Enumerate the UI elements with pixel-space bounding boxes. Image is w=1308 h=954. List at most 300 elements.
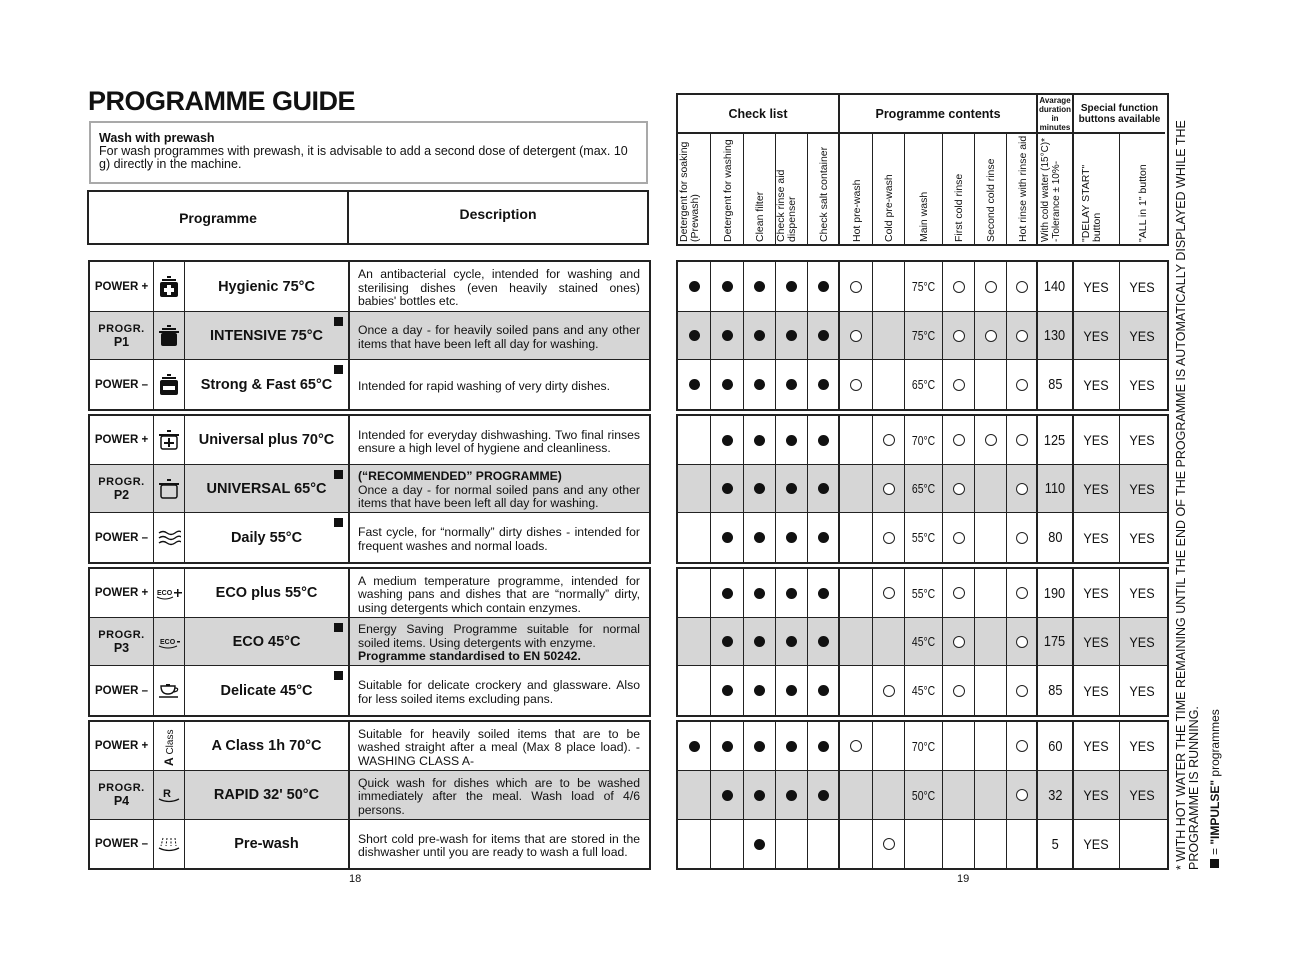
column-header xyxy=(744,134,776,246)
key-label: PROGR. xyxy=(98,628,145,641)
delay-start-value: YES xyxy=(1083,327,1110,344)
contents-cell xyxy=(1120,513,1165,562)
programme-name xyxy=(185,465,350,512)
empty-circle-icon xyxy=(953,379,965,391)
duration-value: 5 xyxy=(1051,835,1059,853)
programme-row xyxy=(90,666,649,715)
contents-cell xyxy=(905,513,943,562)
empty-circle-icon xyxy=(985,434,997,446)
empty-circle-icon xyxy=(953,330,965,342)
impulse-square-icon xyxy=(334,470,343,479)
contents-row xyxy=(678,513,1167,562)
duration-value: 175 xyxy=(1044,633,1066,650)
pot-outline-plus-icon xyxy=(154,416,185,464)
programme-name xyxy=(185,722,350,770)
delay-start-value: YES xyxy=(1083,480,1110,497)
programme-name xyxy=(185,820,350,868)
impulse-legend xyxy=(1208,709,1222,868)
contents-cell xyxy=(776,312,808,359)
legend-eq: = xyxy=(1208,847,1222,855)
contents-cell xyxy=(1074,360,1120,409)
contents-cell xyxy=(1074,262,1120,311)
programme-name xyxy=(185,569,350,617)
contents-cell xyxy=(776,513,808,562)
contents-cell xyxy=(744,312,776,359)
description-column-header: Description xyxy=(459,205,537,222)
svg-text:ECO: ECO xyxy=(160,638,176,646)
main-wash-temp: 50°C xyxy=(911,787,936,803)
programme-key xyxy=(90,771,154,819)
contents-cell xyxy=(776,465,808,512)
filled-dot-icon xyxy=(754,685,765,696)
programme-key xyxy=(90,262,154,311)
column-header xyxy=(808,134,840,246)
programme-group xyxy=(88,260,651,411)
contents-cell xyxy=(711,771,744,819)
duration-value: 110 xyxy=(1044,480,1066,497)
main-wash-temp: 55°C xyxy=(911,530,936,545)
programme-key xyxy=(90,618,154,665)
contents-cell xyxy=(873,360,905,409)
programme-description xyxy=(350,416,649,464)
contents-cell xyxy=(744,722,776,770)
filled-dot-icon xyxy=(722,741,733,752)
programme-group xyxy=(88,414,651,564)
svg-text:A Class: A Class xyxy=(162,729,176,766)
empty-circle-icon xyxy=(953,434,965,446)
contents-cell xyxy=(1074,820,1120,868)
contents-cell xyxy=(678,666,711,715)
programme-key xyxy=(90,360,154,409)
contents-cell xyxy=(744,513,776,562)
contents-cell xyxy=(1007,618,1038,665)
filled-dot-icon xyxy=(818,379,829,390)
programme-description xyxy=(350,666,649,715)
contents-cell xyxy=(873,513,905,562)
filled-dot-icon xyxy=(786,379,797,390)
duration-value: 85 xyxy=(1047,682,1063,699)
column-header xyxy=(905,134,943,246)
filled-dot-icon xyxy=(689,379,700,390)
prewash-heading: Wash with prewash xyxy=(99,131,215,145)
a-class-icon xyxy=(154,722,185,770)
contents-row xyxy=(678,771,1167,820)
contents-cell xyxy=(711,820,744,868)
contents-cell xyxy=(905,771,943,819)
programme-group xyxy=(88,720,651,870)
programme-row xyxy=(90,262,649,312)
filled-dot-icon xyxy=(786,281,797,292)
filled-dot-icon xyxy=(689,330,700,341)
contents-cell xyxy=(776,569,808,617)
description-bold: Programme standardised to EN 50242. xyxy=(358,649,581,664)
contents-cell xyxy=(975,465,1007,512)
key-label: POWER – xyxy=(94,531,149,544)
programme-description xyxy=(350,722,649,770)
contents-cell xyxy=(1007,360,1038,409)
column-header xyxy=(711,134,744,246)
contents-cell xyxy=(975,262,1007,311)
filled-dot-icon xyxy=(754,330,765,341)
impulse-square-icon xyxy=(334,317,343,326)
contents-cell xyxy=(905,416,943,464)
programme-group xyxy=(88,567,651,717)
programme-key xyxy=(90,820,154,868)
contents-cell xyxy=(840,416,873,464)
duration-value: 32 xyxy=(1047,786,1063,804)
programme-name xyxy=(185,360,350,409)
all-in-one-value: YES xyxy=(1129,787,1156,803)
duration-value: 60 xyxy=(1047,737,1063,755)
impulse-square-icon xyxy=(334,518,343,527)
column-header-text: "DELAY START" button xyxy=(1080,164,1103,242)
contents-group xyxy=(676,414,1169,564)
contents-cell xyxy=(1007,416,1038,464)
column-header-text: Check rinse aid dispenser xyxy=(775,169,798,242)
contents-cell xyxy=(1038,666,1074,715)
pot-full-icon xyxy=(154,312,185,359)
contents-row xyxy=(678,416,1167,465)
contents-cell xyxy=(744,820,776,868)
contents-cell xyxy=(776,771,808,819)
waves-icon xyxy=(154,513,185,562)
description-text: Intended for rapid washing of very dirty dishes. xyxy=(358,378,611,393)
column-header-text: Detergent for washing xyxy=(721,139,734,242)
contents-cell xyxy=(711,618,744,665)
contents-cell xyxy=(808,618,840,665)
contents-cell xyxy=(1038,262,1074,311)
programme-description xyxy=(350,465,649,512)
contents-cell xyxy=(776,722,808,770)
contents-cell xyxy=(1120,569,1165,617)
description-text: Fast cycle, for “normally” dirty dishes - intended for frequent washes and normal loads. xyxy=(358,525,640,553)
programme-name xyxy=(185,771,350,819)
empty-circle-icon xyxy=(1016,636,1028,648)
description-text: Suitable for heavily soiled items that are to be washed straight after a meal (Max 8 place load). - WASHING CLASS A- xyxy=(358,726,640,768)
programme-name xyxy=(185,618,350,665)
contents-cell xyxy=(1120,262,1165,311)
contents-cell xyxy=(808,262,840,311)
contents-cell xyxy=(1038,771,1074,819)
programme-name-text: Universal plus 70°C xyxy=(198,432,335,448)
column-header-text: Clean filter xyxy=(754,191,766,242)
column-header xyxy=(1007,134,1038,246)
contents-cell xyxy=(873,262,905,311)
filled-dot-icon xyxy=(786,483,797,494)
filled-dot-icon xyxy=(722,685,733,696)
empty-circle-icon xyxy=(1016,789,1028,801)
contents-cell xyxy=(1074,465,1120,512)
duration-value: 190 xyxy=(1044,584,1066,602)
column-header-text: Check salt container xyxy=(818,146,830,242)
description-text: Intended for everyday dishwashing. Two final rinses ensure a high level of hygiene and cleanliness. xyxy=(358,427,640,455)
programme-column-header: Programme xyxy=(89,192,349,243)
contents-cell xyxy=(943,465,975,512)
contents-cell xyxy=(1038,416,1074,464)
contents-cell xyxy=(776,820,808,868)
programme-row xyxy=(90,312,649,360)
programme-row xyxy=(90,513,649,562)
all-in-one-value: YES xyxy=(1129,480,1156,497)
contents-cell xyxy=(776,360,808,409)
contents-cell xyxy=(1007,569,1038,617)
all-in-one-value: YES xyxy=(1129,278,1156,295)
key-label: POWER – xyxy=(94,684,149,697)
contents-cell xyxy=(1074,416,1120,464)
programme-contents-header: Programme contents xyxy=(840,95,1038,134)
duration-value: 125 xyxy=(1044,431,1066,449)
column-header xyxy=(975,134,1007,246)
contents-cell xyxy=(975,569,1007,617)
delay-start-value: YES xyxy=(1083,376,1110,393)
duration-value: 140 xyxy=(1044,278,1066,295)
contents-cell xyxy=(1120,722,1165,770)
svg-text:ECO: ECO xyxy=(157,590,173,597)
filled-dot-icon xyxy=(754,741,765,752)
programme-key xyxy=(90,569,154,617)
contents-cell xyxy=(1074,666,1120,715)
contents-cell xyxy=(1074,513,1120,562)
contents-cell xyxy=(776,666,808,715)
filled-dot-icon xyxy=(818,483,829,494)
filled-dot-icon xyxy=(754,435,765,446)
empty-circle-icon xyxy=(1016,532,1028,544)
delay-start-value: YES xyxy=(1083,278,1110,295)
contents-cell xyxy=(943,416,975,464)
contents-cell xyxy=(873,416,905,464)
contents-cell xyxy=(678,722,711,770)
contents-cell xyxy=(1120,618,1165,665)
empty-circle-icon xyxy=(1016,587,1028,599)
contents-cell xyxy=(975,416,1007,464)
contents-cell xyxy=(1038,513,1074,562)
empty-circle-icon xyxy=(953,483,965,495)
all-in-one-value: YES xyxy=(1129,633,1156,650)
key-program-number: P3 xyxy=(113,640,130,655)
key-label: PROGR. xyxy=(98,475,145,488)
empty-circle-icon xyxy=(953,636,965,648)
page-number-left: 18 xyxy=(349,873,362,885)
all-in-one-value: YES xyxy=(1129,585,1156,601)
key-label: POWER + xyxy=(94,587,149,599)
filled-dot-icon xyxy=(786,435,797,446)
filled-dot-icon xyxy=(754,790,765,801)
programme-name-text: ECO plus 55°C xyxy=(215,585,318,601)
description-text: Energy Saving Programme suitable for normal soiled items. Using detergents with enzyme. xyxy=(358,622,640,650)
contents-cell xyxy=(808,513,840,562)
contents-cell xyxy=(943,722,975,770)
programme-description xyxy=(350,569,649,617)
contents-cell xyxy=(1120,360,1165,409)
contents-cell xyxy=(1038,820,1074,868)
contents-cell xyxy=(975,666,1007,715)
contents-group xyxy=(676,720,1169,870)
contents-cell xyxy=(1007,820,1038,868)
contents-group xyxy=(676,567,1169,717)
filled-dot-icon xyxy=(754,588,765,599)
column-header-text: Cold pre-wash xyxy=(883,174,895,242)
programme-row xyxy=(90,618,649,666)
filled-dot-icon xyxy=(722,790,733,801)
filled-dot-icon xyxy=(722,379,733,390)
filled-dot-icon xyxy=(754,379,765,390)
contents-cell xyxy=(678,360,711,409)
key-label: PROGR. xyxy=(98,782,145,794)
description-text: Suitable for delicate crockery and glassware. Also for less soiled items excluding pans. xyxy=(358,678,640,706)
all-in-one-value: YES xyxy=(1129,529,1156,546)
filled-dot-icon xyxy=(754,532,765,543)
filled-dot-icon xyxy=(818,532,829,543)
contents-cell xyxy=(1120,771,1165,819)
programme-key xyxy=(90,722,154,770)
contents-cell xyxy=(905,666,943,715)
filled-dot-icon xyxy=(722,435,733,446)
main-wash-temp: 45°C xyxy=(911,634,936,649)
filled-dot-icon xyxy=(786,588,797,599)
contents-cell xyxy=(873,666,905,715)
all-in-one-value: YES xyxy=(1129,682,1156,699)
contents-cell xyxy=(873,569,905,617)
column-header xyxy=(943,134,975,246)
empty-circle-icon xyxy=(883,483,895,495)
key-program-number: P2 xyxy=(113,487,130,502)
column-header-text: Main wash xyxy=(918,191,930,242)
description-text: Once a day - for normal soiled pans and any other items that have been left all day for washing. xyxy=(358,482,640,511)
programme-row xyxy=(90,820,649,868)
contents-cell xyxy=(905,312,943,359)
column-header xyxy=(873,134,905,246)
contents-cell xyxy=(905,262,943,311)
programme-name xyxy=(185,666,350,715)
column-header xyxy=(776,134,808,246)
duration-header: Avarage duration in minutes xyxy=(1038,95,1074,134)
key-program-number: P4 xyxy=(113,794,130,808)
contents-cell xyxy=(840,262,873,311)
column-header-text: First cold rinse xyxy=(953,173,965,242)
filled-dot-icon xyxy=(818,281,829,292)
eco-icon xyxy=(154,618,185,665)
contents-cell xyxy=(1074,771,1120,819)
delay-start-value: YES xyxy=(1083,682,1110,699)
delay-start-value: YES xyxy=(1083,585,1110,601)
key-label: POWER + xyxy=(94,434,149,446)
contents-row xyxy=(678,569,1167,618)
prewash-note xyxy=(89,121,648,184)
contents-row xyxy=(678,666,1167,715)
contents-cell xyxy=(943,513,975,562)
duration-value: 80 xyxy=(1047,529,1063,546)
contents-cell xyxy=(1007,262,1038,311)
programme-row xyxy=(90,722,649,771)
contents-cell xyxy=(975,312,1007,359)
contents-cell xyxy=(808,416,840,464)
column-header-text: Hot rinse with rinse aid xyxy=(1016,135,1029,242)
contents-cell xyxy=(873,312,905,359)
contents-row xyxy=(678,360,1167,409)
filled-dot-icon xyxy=(786,790,797,801)
contents-cell xyxy=(1120,312,1165,359)
filled-dot-icon xyxy=(754,839,765,850)
filled-dot-icon xyxy=(689,741,700,752)
delay-start-value: YES xyxy=(1083,738,1110,754)
programme-name xyxy=(185,312,350,359)
programme-description xyxy=(350,820,649,868)
column-header-text: With cold water (15°C)* -Tolerance ± 10%- xyxy=(1040,137,1062,242)
contents-cell xyxy=(678,771,711,819)
filled-dot-icon xyxy=(722,588,733,599)
contents-cell xyxy=(808,771,840,819)
key-label: POWER + xyxy=(94,740,149,752)
contents-row xyxy=(678,722,1167,771)
programme-name-text: INTENSIVE 75°C xyxy=(210,327,323,344)
column-header xyxy=(1074,134,1120,246)
filled-dot-icon xyxy=(818,636,829,647)
programme-description xyxy=(350,618,649,665)
contents-cell xyxy=(808,312,840,359)
empty-circle-icon xyxy=(1016,379,1028,391)
key-label: PROGR. xyxy=(98,322,145,335)
programme-name-text: Pre-wash xyxy=(234,836,299,852)
contents-row xyxy=(678,618,1167,666)
empty-circle-icon xyxy=(883,587,895,599)
legend-rest: programmes xyxy=(1208,709,1222,777)
contents-cell xyxy=(1074,569,1120,617)
contents-cell xyxy=(744,771,776,819)
programme-name xyxy=(185,262,350,311)
contents-cell xyxy=(678,465,711,512)
key-label: POWER – xyxy=(94,838,149,850)
main-wash-temp: 75°C xyxy=(911,328,936,343)
filled-dot-icon xyxy=(818,435,829,446)
contents-cell xyxy=(1007,312,1038,359)
contents-cell xyxy=(840,312,873,359)
empty-circle-icon xyxy=(985,330,997,342)
empty-circle-icon xyxy=(953,587,965,599)
main-wash-temp: 70°C xyxy=(911,738,936,754)
contents-table-header xyxy=(676,93,1169,246)
programme-name-text: UNIVERSAL 65°C xyxy=(206,480,327,497)
contents-cell xyxy=(873,465,905,512)
empty-circle-icon xyxy=(953,532,965,544)
contents-cell xyxy=(975,360,1007,409)
filled-dot-icon xyxy=(818,588,829,599)
contents-cell xyxy=(808,666,840,715)
contents-cell xyxy=(905,618,943,665)
contents-cell xyxy=(1007,771,1038,819)
contents-cell xyxy=(1007,465,1038,512)
programme-name-text: Hygienic 75°C xyxy=(218,278,315,295)
contents-cell xyxy=(711,465,744,512)
contents-cell xyxy=(975,771,1007,819)
contents-cell xyxy=(905,569,943,617)
contents-cell xyxy=(905,360,943,409)
impulse-square-icon xyxy=(334,623,343,632)
programme-name xyxy=(185,416,350,464)
programme-name-text: Delicate 45°C xyxy=(220,682,313,699)
empty-circle-icon xyxy=(1016,330,1028,342)
delay-start-value: YES xyxy=(1083,836,1110,852)
filled-dot-icon xyxy=(722,483,733,494)
main-wash-temp: 45°C xyxy=(911,683,936,698)
contents-cell xyxy=(840,771,873,819)
contents-cell xyxy=(678,262,711,311)
empty-circle-icon xyxy=(985,281,997,293)
filled-dot-icon xyxy=(754,483,765,494)
contents-cell xyxy=(905,820,943,868)
contents-cell xyxy=(840,360,873,409)
description-heading: (“RECOMMENDED” PROGRAMME) xyxy=(358,469,562,484)
column-header xyxy=(1120,134,1165,246)
